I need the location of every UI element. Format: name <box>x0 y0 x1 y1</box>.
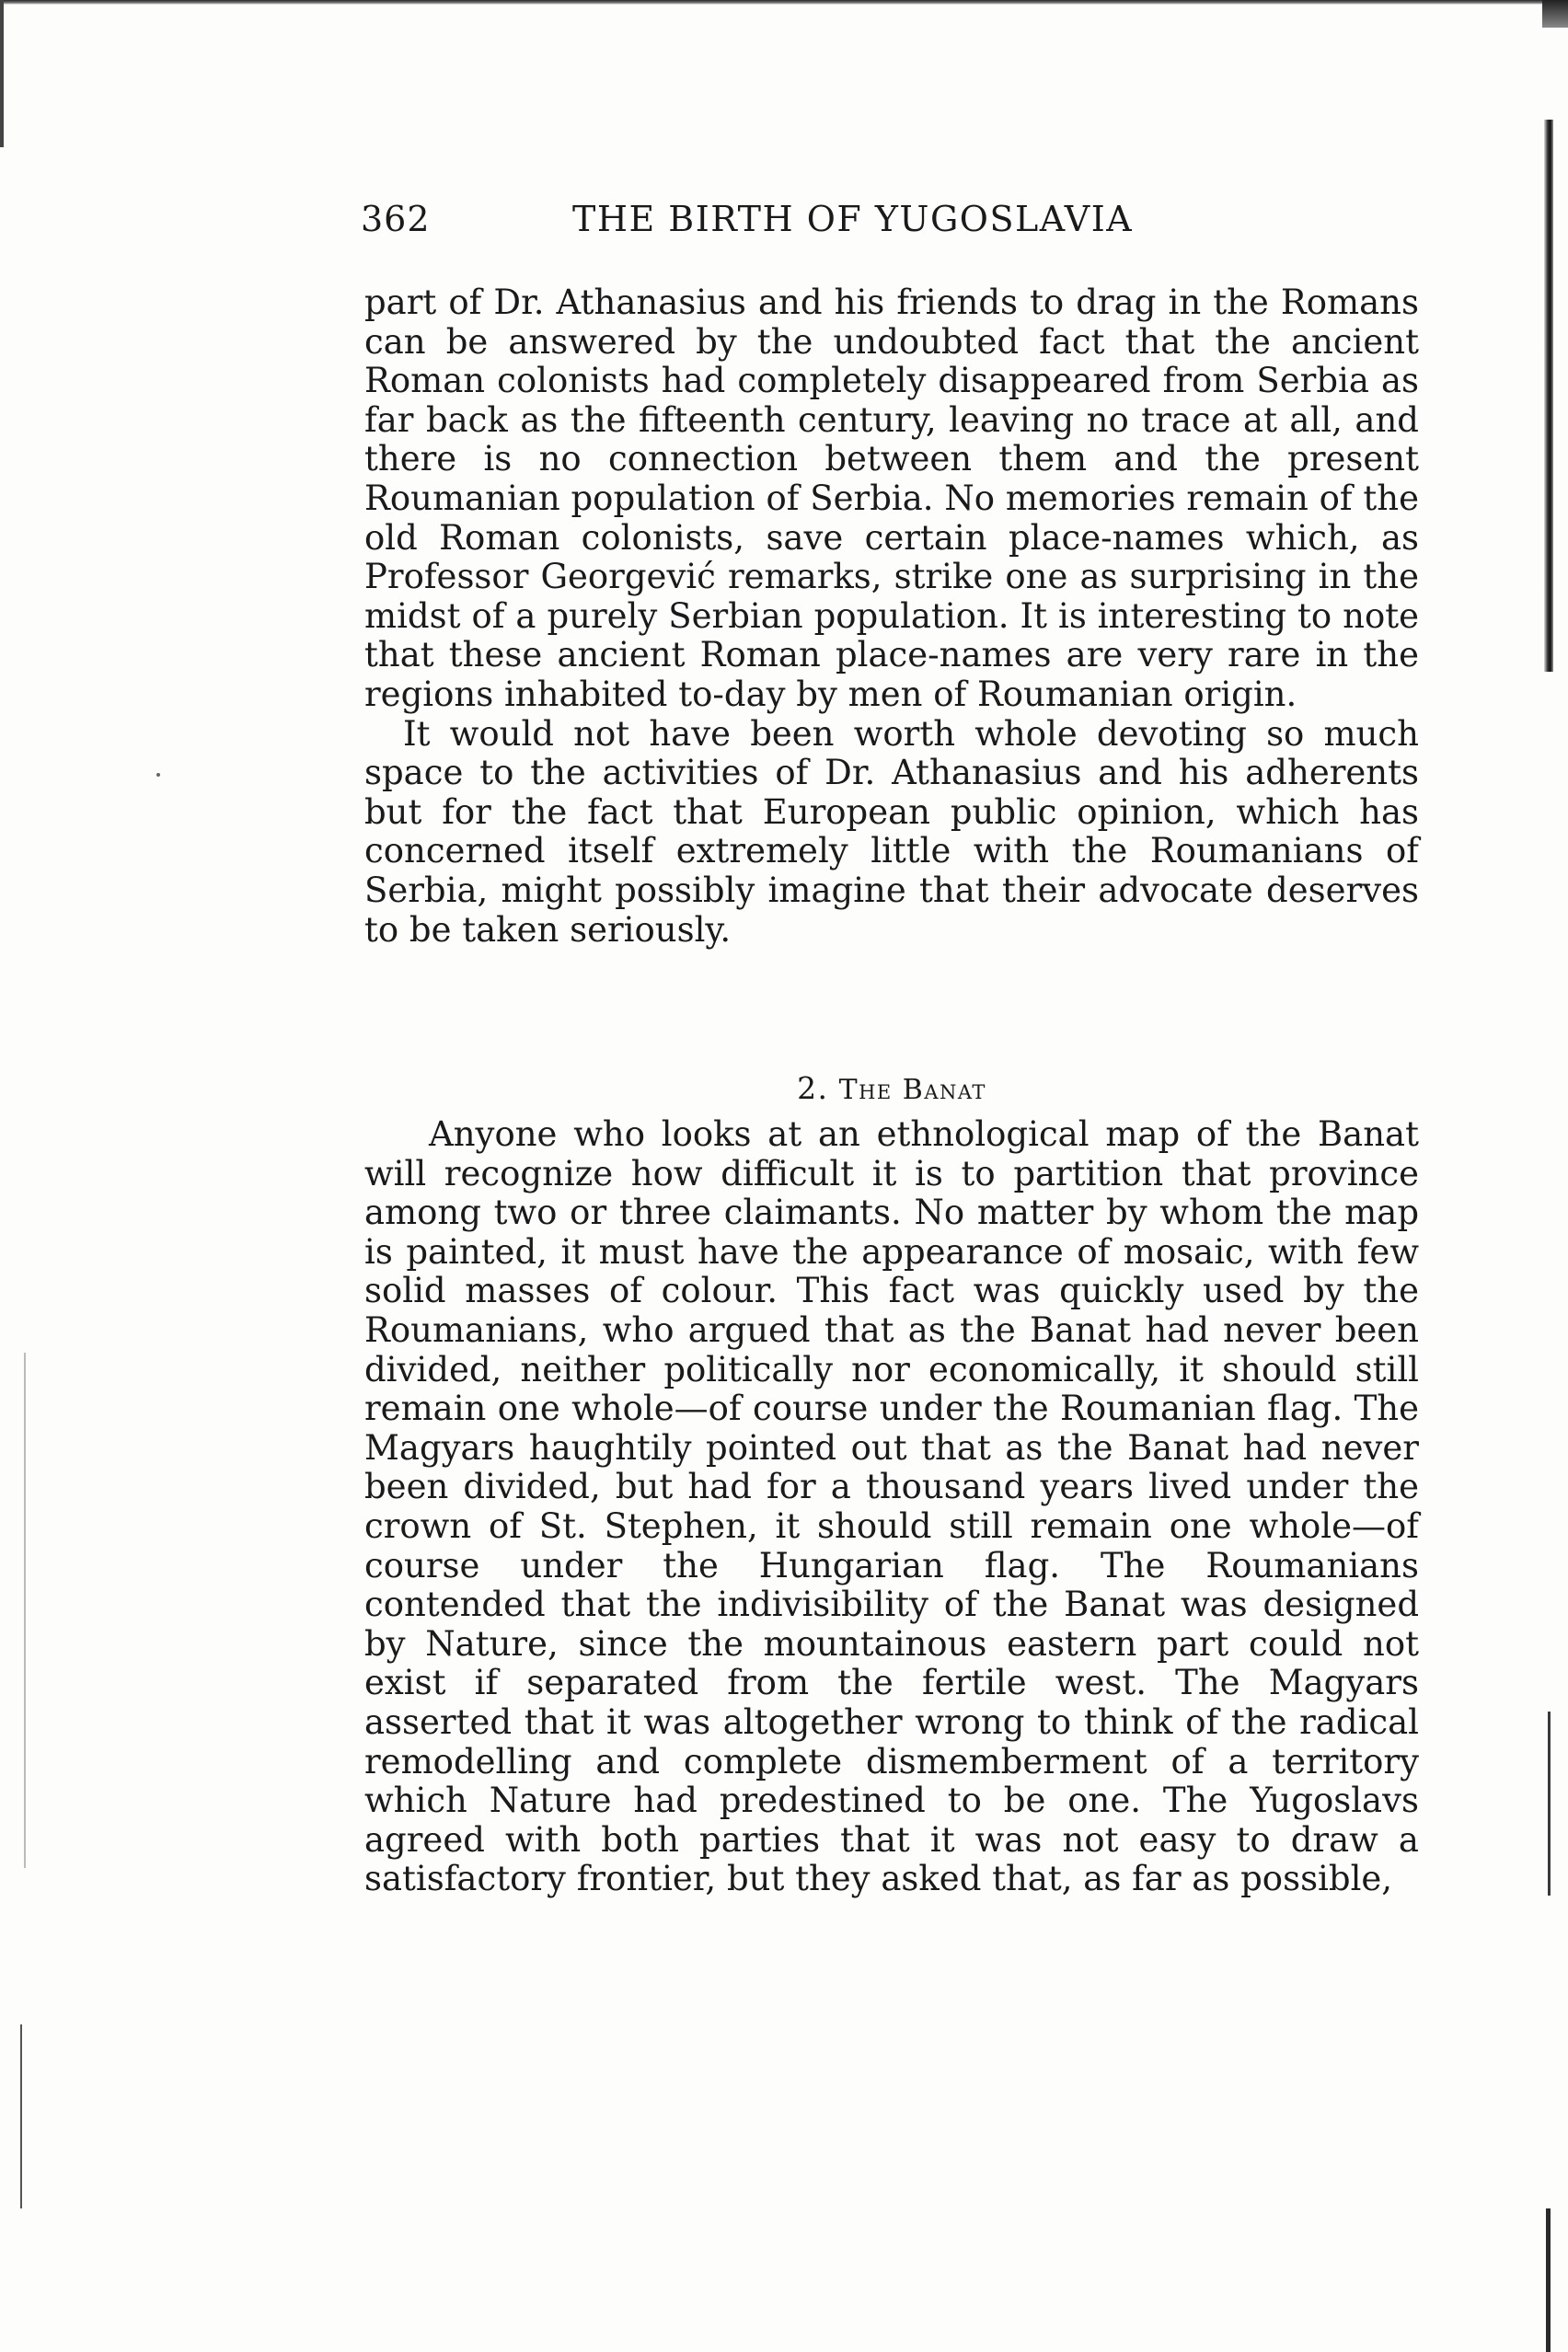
running-title: THE BIRTH OF YUGOSLAVIA <box>572 199 1134 239</box>
section-number: 2. <box>797 1070 829 1106</box>
running-head <box>361 199 1419 250</box>
scan-edge-right <box>1544 120 1553 672</box>
page-number: 362 <box>361 199 431 239</box>
section-heading <box>364 1070 1419 1106</box>
scan-edge-right-mid <box>1548 1712 1551 1896</box>
scan-edge-left-bottom <box>20 2024 22 2208</box>
scan-edge-left-mid <box>24 1353 26 1868</box>
paragraph: It would not have been worth whole devoting so much space to the activities of Dr. Athanasius and his adherents but for the fact that European public opinion, which has concerned itself extremely little with the Roumanians of Serbia, might possibly imagine that their advocate deserves to be taken seriously. <box>364 713 1419 950</box>
scan-edge-right-bottom <box>1546 2208 1551 2352</box>
scan-edge-top <box>0 0 1568 5</box>
section-title: The Banat <box>838 1074 986 1106</box>
scan-edge-left <box>0 0 4 147</box>
scan-edge-corner <box>1542 0 1568 28</box>
paragraph: part of Dr. Athanasius and his friends to drag in the Romans can be answered by the undoubted fact that the ancient Roman colonists had completely disappeared from Serbia as far back as the fifteenth century, leaving no trace at all, and there is no connection between them and the present Roumanian population of Serbia. No memories remain of the old Roman colonists, save certain place-names which, as Professor Georgević remarks, strike one as surprising in the midst of a purely Serbian population. It is interesting to note that these ancient Roman place-names are very rare in the regions inhabited to-day by men of Roumanian origin. <box>364 282 1419 714</box>
scan-speck <box>156 773 160 777</box>
paragraph: Anyone who looks at an ethnological map of the Banat will recognize how difficult it is to partition that province among two or three claimants. No matter by whom the map is painted, it must have the appearance of mosaic, with few solid masses of colour. This fact was quickly used by the Roumanians, who argued that as the Banat had never been divided, neither politically nor economically, it should still remain one whole—of course under the Roumanian flag. The Magyars haughtily pointed out that as the Banat had never been divided, but had for a thousand years lived under the crown of St. Stephen, it should still remain one whole—of course under the Hungarian flag. The Roumanians contended that the indivisibility of the Banat was designed by Nature, since the mountainous eastern part could not exist if separated from the fertile west. The Magyars asserted that it was altogether wrong to think of the radical remodelling and complete dismemberment of a territory which Nature had predestined to be one. The Yugoslavs agreed with both parties that it was not easy to draw a satisfactory frontier, but they asked that, as far as possible, <box>364 1114 1419 1899</box>
text-block-lower <box>364 1115 1419 1899</box>
text-block-upper <box>364 283 1419 950</box>
